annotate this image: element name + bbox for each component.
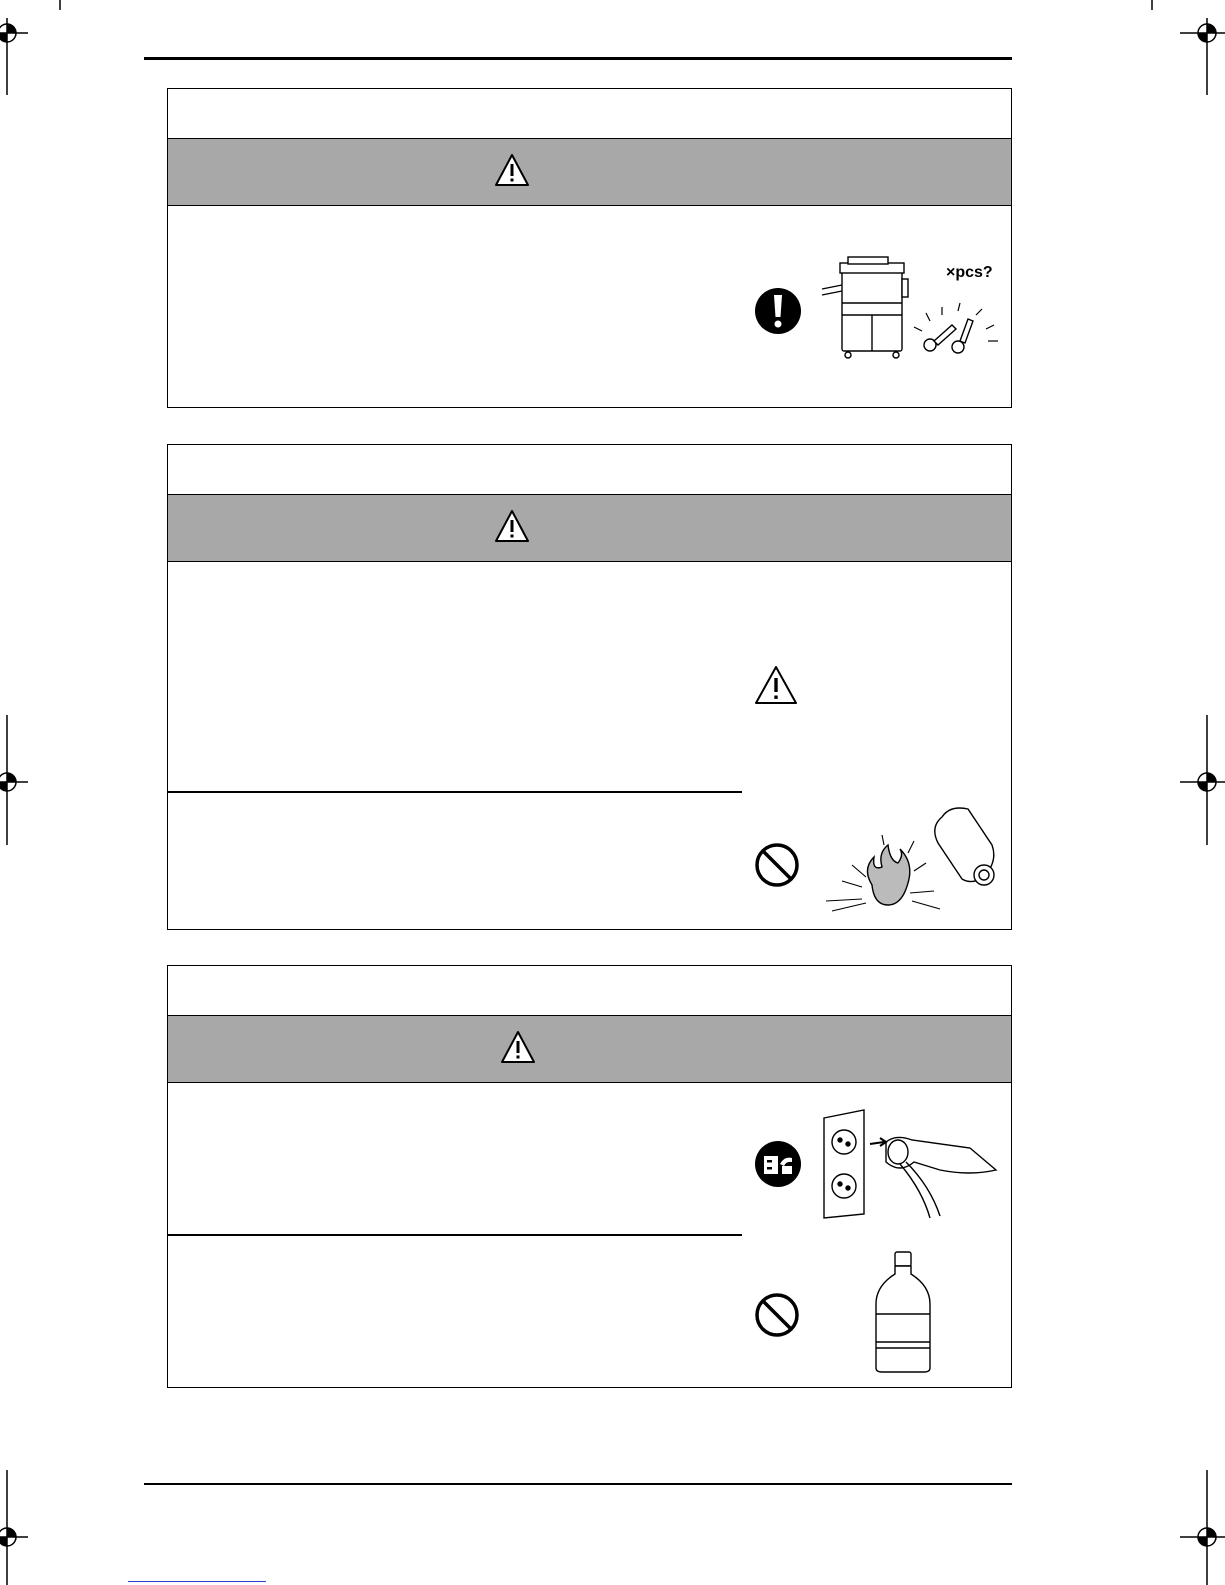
mandatory-icon [754, 287, 802, 335]
prohibited-icon [754, 1292, 800, 1338]
unplug-icon [754, 1140, 802, 1188]
warning-panel-1 [167, 88, 1012, 408]
warning-header-bar [168, 495, 1011, 562]
section-divider [168, 791, 742, 793]
warning-triangle-icon [494, 153, 530, 187]
copier-with-screws-illustration [818, 251, 1008, 361]
solvent-bottle-illustration [868, 1250, 938, 1374]
section-divider [168, 1234, 742, 1236]
unplug-outlet-illustration [820, 1106, 1006, 1224]
warning-header-bar [168, 139, 1011, 206]
prohibited-icon [754, 842, 800, 888]
quantity-text: ×pcs? [946, 264, 993, 281]
warning-panel-3 [167, 965, 1012, 1388]
panel-title [168, 966, 1011, 1016]
warning-header-bar [168, 1016, 1011, 1083]
panel-title [168, 89, 1011, 139]
caution-triangle-icon [754, 665, 798, 705]
warning-panel-2 [167, 444, 1012, 930]
warning-triangle-icon [500, 1030, 536, 1064]
panel-title [168, 445, 1011, 495]
toner-bottle-fire-illustration [822, 805, 1008, 925]
warning-triangle-icon [494, 509, 530, 543]
